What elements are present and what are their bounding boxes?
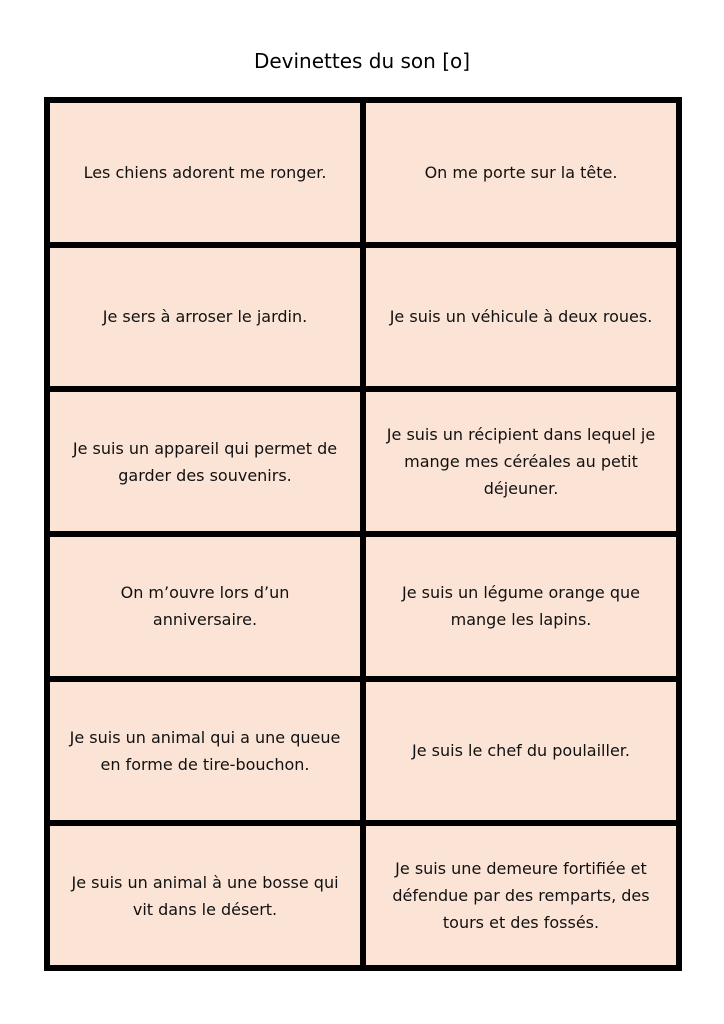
riddle-text: Je suis un animal qui a une queue en forme de tire-bouchon. — [69, 727, 341, 774]
riddle-card — [366, 392, 676, 531]
riddle-text: Je suis un véhicule à deux roues. — [389, 307, 653, 327]
riddle-text: On me porte sur la tête. — [424, 162, 618, 182]
riddle-text: Je suis un animal à une bosse qui vit dans le désert. — [71, 872, 339, 919]
riddle-card — [50, 537, 360, 676]
riddle-card — [50, 248, 360, 387]
riddle-card — [50, 826, 360, 965]
riddle-card — [366, 682, 676, 821]
riddle-text: Je sers à arroser le jardin. — [102, 307, 308, 327]
page-title: Devinettes du son [o] — [253, 49, 471, 73]
riddle-text: Je suis un récipient dans lequel je mange mes céréales au petit déjeuner. — [386, 425, 656, 499]
riddle-card — [50, 682, 360, 821]
riddle-text: Je suis une demeure fortifiée et défendue par des remparts, des tours et des fossés. — [392, 859, 650, 933]
riddle-card — [50, 392, 360, 531]
riddle-card — [366, 537, 676, 676]
riddle-text: Je suis le chef du poulailler. — [412, 741, 630, 761]
riddle-card — [366, 103, 676, 242]
riddle-card — [366, 248, 676, 387]
riddle-text: Les chiens adorent me ronger. — [83, 162, 327, 182]
riddle-text: Je suis un légume orange que mange les lapins. — [402, 583, 640, 630]
riddle-text: Je suis un appareil qui permet de garder des souvenirs. — [72, 438, 338, 485]
riddle-card — [50, 103, 360, 242]
riddle-card — [366, 826, 676, 965]
riddle-card-grid — [44, 97, 682, 971]
riddle-text: On m’ouvre lors d’un anniversaire. — [120, 583, 290, 630]
